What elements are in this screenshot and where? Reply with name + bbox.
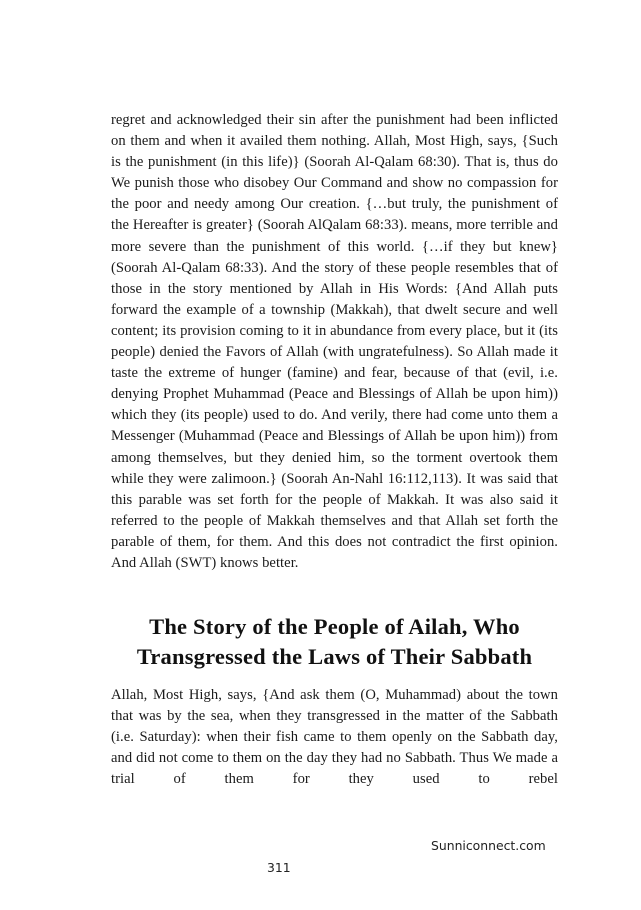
section-heading-line-2: Transgressed the Laws of Their Sabbath	[136, 644, 533, 670]
footer-site-name: Sunniconnect.com	[431, 838, 546, 853]
body-paragraph-1: regret and acknowledged their sin after the punishment had been inflicted on them and when it availed them nothing. Allah, Most High, says, {Such is the punishment (in this life)} (Soorah Al-Qalam 68:30). That is, thus do We punish those who disobey Our Command and show no compassion for the poor and needy among Our creation. {…but truly, the punishment of the Hereafter is greater} (Soorah AlQalam 68:33). means, more terrible and more severe than the punishment of this world. {…if they but knew} (Soorah Al-Qalam 68:33). And the story of these people resembles that of those in the story mentioned by Allah in His Words: {And Allah puts forward the example of a township (Makkah), that dwelt secure and well content; its provision coming to it in abundance from every place, but it (its people) denied the Favors of Allah (with ungratefulness). So Allah made it taste the extreme of hunger (famine) and fear, because of that (evil, i.e. denying Prophet Muhammad (Peace and Blessings of Allah be upon him)) which they (its people) used to do. And verily, there had come unto them a Messenger (Muhammad (Peace and Blessings of Allah be upon him)) from among themselves, but they denied him, so the torment overtook them while they were zalimoon.} (Soorah An-Nahl 16:112,113). It was said that this parable was set forth for the people of Makkah. It was also said it referred to the people of Makkah themselves and that Allah set forth the parable of them, for them. And this does not contradict the first opinion. And Allah (SWT) knows better.	[111, 112, 558, 571]
page-content	[111, 110, 558, 791]
body-paragraph-2: Allah, Most High, says, {And ask them (O, Muhammad) about the town that was by the sea, when they transgressed in the matter of the Sabbath (i.e. Saturday): when their fish came to them openly on the Sabbath day, and did not come to them on the day they had no Sabbath. Thus We made a trial of them for they used to rebel	[111, 687, 558, 788]
section-heading-line-1: The Story of the People of Ailah, Who	[149, 614, 520, 640]
page-number: 311	[267, 860, 291, 875]
section-heading	[105, 612, 564, 672]
